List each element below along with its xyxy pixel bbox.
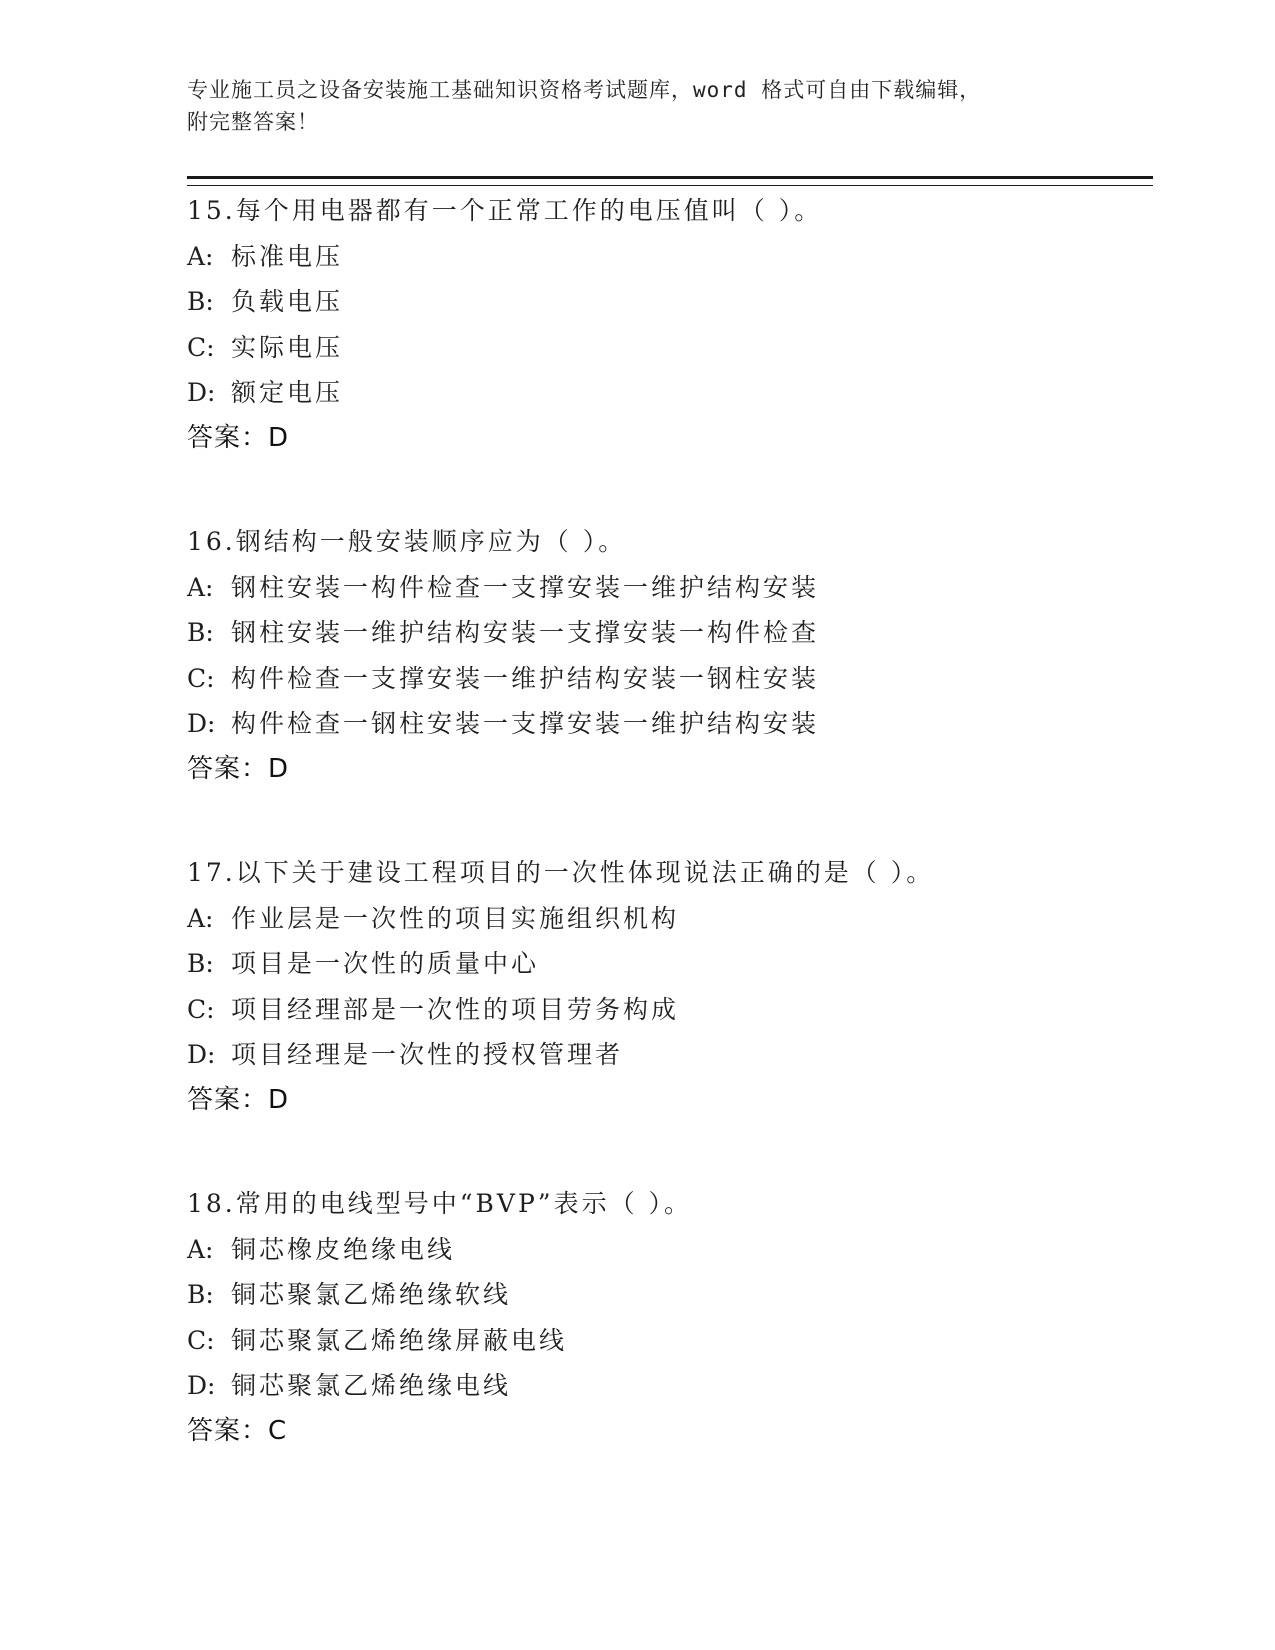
option-text: 负载电压 [231, 287, 344, 316]
option-b [187, 941, 1153, 987]
option-a [187, 1227, 1153, 1273]
option-c [187, 987, 1153, 1033]
answer-line: 答案：D [187, 753, 290, 784]
option-letter: B: [187, 618, 214, 647]
question-15 [187, 188, 1153, 461]
question-list [187, 188, 1153, 1454]
option-text: 作业层是一次性的项目实施组织机构 [231, 903, 680, 933]
option-d [187, 370, 1153, 416]
option-c [187, 1318, 1153, 1364]
option-text: 铜芯聚氯乙烯绝缘电线 [231, 1371, 512, 1400]
option-letter: A: [187, 572, 214, 602]
option-letter: A: [187, 241, 214, 271]
option-b [187, 1272, 1153, 1318]
option-letter: C: [187, 994, 215, 1024]
option-text: 构件检查一钢柱安装一支撑安装一维护结构安装 [231, 709, 820, 738]
question-stem: 18.常用的电线型号中“BVP”表示（ ）。 [187, 1189, 693, 1218]
option-text: 项目经理是一次性的授权管理者 [231, 1040, 624, 1069]
answer-line: 答案：D [187, 422, 290, 453]
option-text: 钢柱安装一构件检查一支撑安装一维护结构安装 [231, 572, 820, 602]
option-letter: B: [187, 287, 214, 316]
option-letter: C: [187, 1325, 215, 1355]
answer-line: 答案：C [187, 1415, 288, 1446]
option-text: 构件检查一支撑安装一维护结构安装一钢柱安装 [231, 663, 820, 693]
question-stem: 15.每个用电器都有一个正常工作的电压值叫（ ）。 [187, 196, 823, 225]
option-d [187, 701, 1153, 747]
header-line-2: 附完整答案！ [187, 110, 319, 134]
answer-line: 答案：D [187, 1084, 290, 1115]
option-d [187, 1363, 1153, 1409]
option-letter: B: [187, 1280, 214, 1309]
header-divider [187, 176, 1153, 186]
option-text: 项目经理部是一次性的项目劳务构成 [231, 994, 680, 1024]
option-a [187, 896, 1153, 942]
option-letter: D: [187, 1371, 216, 1400]
question-17 [187, 850, 1153, 1123]
option-letter: A: [187, 903, 214, 933]
option-text: 铜芯聚氯乙烯绝缘屏蔽电线 [231, 1325, 568, 1355]
question-stem: 16.钢结构一般安装顺序应为（ ）。 [187, 527, 627, 556]
option-text: 额定电压 [231, 378, 344, 407]
option-text: 铜芯橡皮绝缘电线 [231, 1234, 456, 1264]
option-b [187, 279, 1153, 325]
option-a [187, 565, 1153, 611]
option-text: 实际电压 [231, 332, 344, 362]
option-c [187, 656, 1153, 702]
option-letter: B: [187, 949, 214, 978]
question-stem: 17.以下关于建设工程项目的一次性体现说法正确的是（ ）。 [187, 858, 935, 887]
option-text: 铜芯聚氯乙烯绝缘软线 [231, 1280, 512, 1309]
option-text: 钢柱安装一维护结构安装一支撑安装一构件检查 [231, 618, 820, 647]
document-header [187, 74, 1087, 138]
question-16 [187, 519, 1153, 792]
option-letter: D: [187, 709, 216, 738]
option-text: 标准电压 [231, 241, 344, 271]
option-letter: D: [187, 378, 216, 407]
question-18 [187, 1181, 1153, 1454]
option-text: 项目是一次性的质量中心 [231, 949, 540, 978]
option-letter: A: [187, 1234, 214, 1264]
option-a [187, 234, 1153, 280]
option-letter: C: [187, 663, 215, 693]
option-c [187, 325, 1153, 371]
header-line-1: 专业施工员之设备安装施工基础知识资格考试题库，word 格式可自由下载编辑， [187, 78, 982, 102]
option-b [187, 610, 1153, 656]
option-d [187, 1032, 1153, 1078]
option-letter: C: [187, 332, 215, 362]
option-letter: D: [187, 1040, 216, 1069]
